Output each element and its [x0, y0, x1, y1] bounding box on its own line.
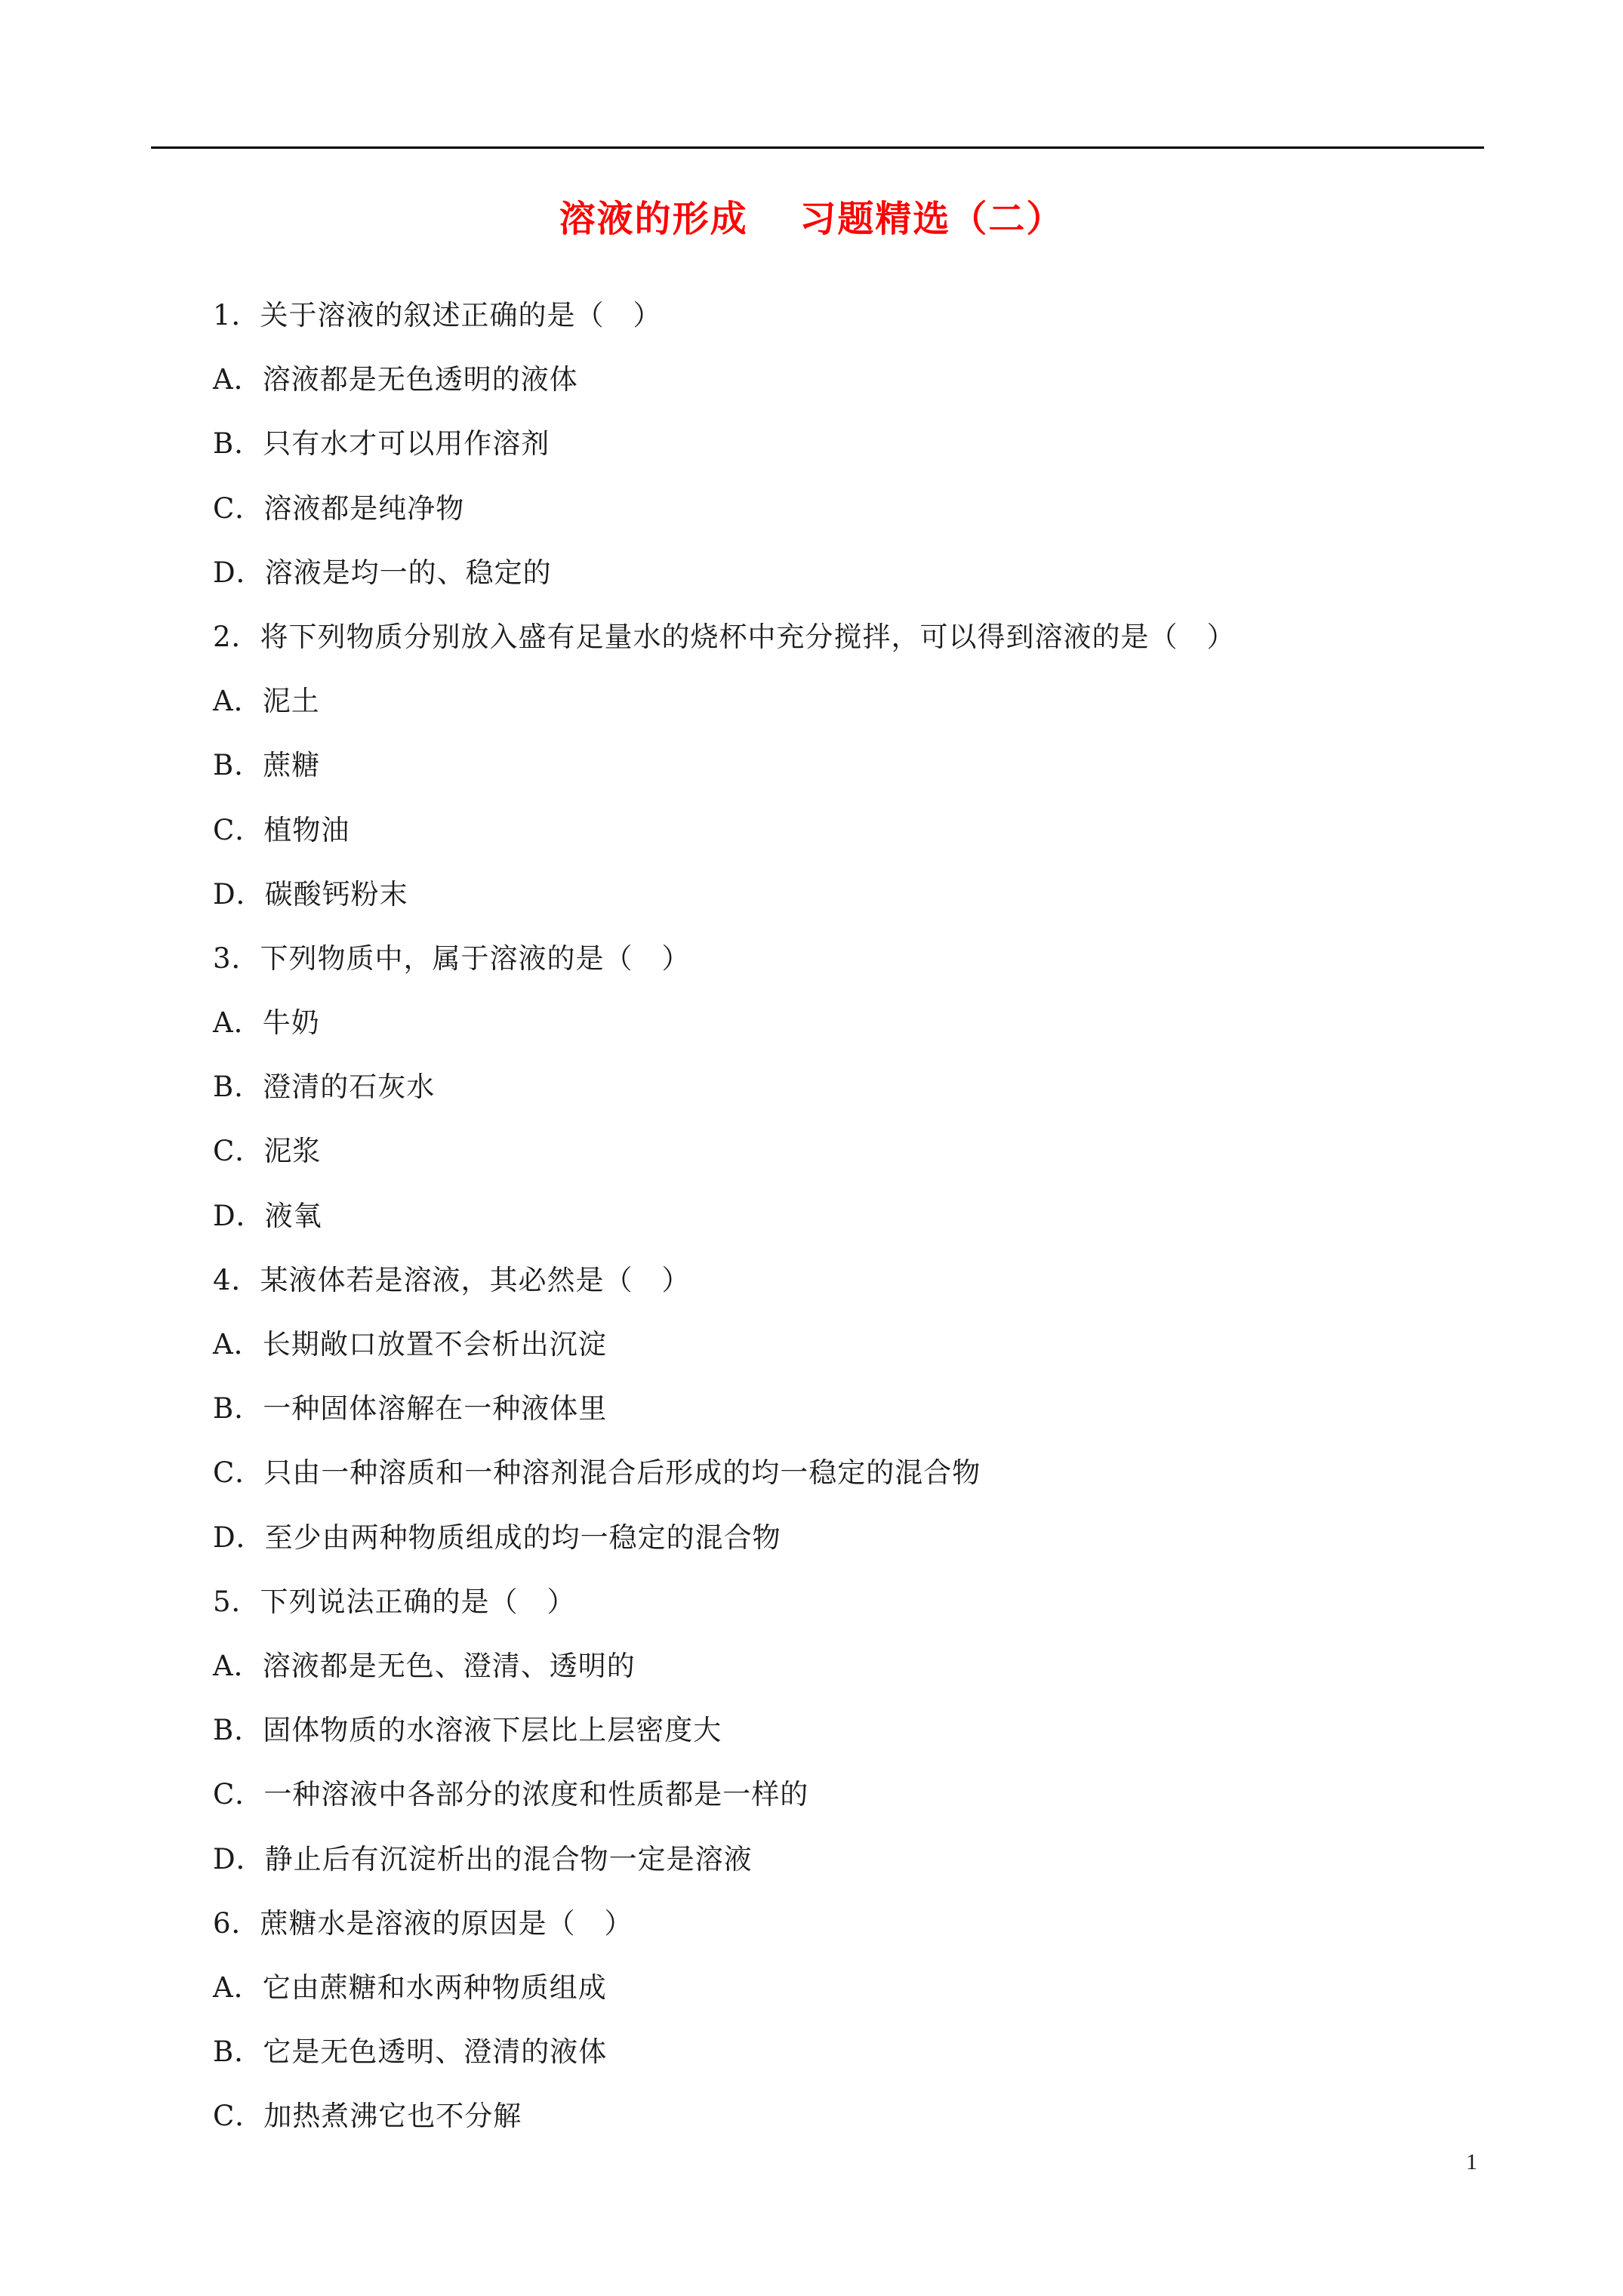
option-text: 加热煮沸它也不分解 — [263, 2100, 522, 2133]
option-letter: A． — [213, 685, 263, 718]
question-3-stem — [213, 936, 1496, 1000]
question-2-option-d — [213, 872, 1496, 936]
option-letter: A． — [213, 1971, 263, 2004]
option-text: 植物油 — [263, 813, 350, 846]
option-letter: B． — [213, 1714, 263, 1747]
option-letter: A． — [213, 1649, 263, 1682]
header-rule — [151, 146, 1484, 149]
question-1-option-d — [213, 550, 1496, 615]
question-4-option-b — [213, 1386, 1496, 1450]
option-text: 蔗糖 — [263, 749, 321, 782]
option-letter: D． — [213, 1199, 265, 1232]
option-letter: C． — [213, 1135, 264, 1168]
question-3-option-c — [213, 1129, 1496, 1193]
option-text: 固体物质的水溶液下层比上层密度大 — [263, 1714, 722, 1747]
question-text: 下列物质中，属于溶液的是（ ） — [260, 942, 691, 975]
option-text: 溶液是均一的、稳定的 — [264, 556, 552, 589]
option-text: 澄清的石灰水 — [263, 1071, 436, 1104]
option-letter: D． — [213, 1521, 265, 1554]
option-letter: A． — [213, 1328, 263, 1361]
option-letter: A． — [213, 363, 263, 396]
option-letter: C． — [213, 1778, 264, 1811]
option-text: 它是无色透明、澄清的液体 — [263, 2036, 608, 2069]
option-letter: B． — [213, 1071, 263, 1104]
option-letter: D． — [213, 556, 265, 589]
option-text: 泥土 — [262, 685, 320, 718]
option-text: 长期敞口放置不会析出沉淀 — [262, 1328, 607, 1361]
option-letter: C． — [213, 1456, 264, 1490]
option-letter: C． — [213, 813, 264, 846]
question-text: 下列说法正确的是（ ） — [260, 1585, 576, 1618]
option-text: 泥浆 — [263, 1135, 322, 1168]
question-1-option-b — [213, 421, 1496, 485]
option-letter: C． — [213, 492, 264, 525]
question-1-stem — [213, 293, 1496, 357]
question-2-stem — [213, 615, 1496, 679]
question-number: 2． — [213, 620, 260, 653]
question-4-stem — [213, 1258, 1496, 1322]
question-6-option-c — [213, 2094, 1496, 2158]
option-text: 一种溶液中各部分的浓度和性质都是一样的 — [263, 1778, 809, 1811]
option-letter: A． — [213, 1006, 263, 1040]
question-text: 蔗糖水是溶液的原因是（ ） — [260, 1906, 633, 1940]
question-text: 关于溶液的叙述正确的是（ ） — [260, 299, 662, 331]
question-1-option-a — [213, 357, 1496, 421]
option-text: 静止后有沉淀析出的混合物一定是溶液 — [264, 1842, 753, 1875]
option-letter: B． — [213, 1392, 263, 1425]
option-text: 碳酸钙粉末 — [264, 877, 408, 911]
option-text: 液氧 — [264, 1199, 322, 1232]
question-4-option-a — [213, 1322, 1496, 1386]
option-letter: B． — [213, 2036, 263, 2069]
question-5-option-d — [213, 1837, 1496, 1901]
option-text: 至少由两种物质组成的均一稳定的混合物 — [264, 1521, 781, 1554]
option-text: 它由蔗糖和水两种物质组成 — [262, 1971, 607, 2004]
question-4-option-c — [213, 1450, 1496, 1515]
question-5-option-b — [213, 1708, 1496, 1772]
option-text: 只由一种溶质和一种溶剂混合后形成的均一稳定的混合物 — [263, 1456, 981, 1490]
question-1-option-c — [213, 486, 1496, 550]
option-text: 溶液都是无色、澄清、透明的 — [262, 1649, 636, 1682]
question-5-option-a — [213, 1644, 1496, 1708]
question-number: 1． — [213, 299, 260, 331]
option-text: 溶液都是无色透明的液体 — [262, 363, 578, 396]
option-text: 溶液都是纯净物 — [263, 492, 465, 525]
question-3-option-d — [213, 1194, 1496, 1258]
option-text: 只有水才可以用作溶剂 — [263, 427, 550, 461]
question-6-option-b — [213, 2029, 1496, 2094]
question-number: 4． — [213, 1263, 260, 1296]
option-text: 一种固体溶解在一种液体里 — [263, 1392, 608, 1425]
question-3-option-a — [213, 1000, 1496, 1065]
option-text: 牛奶 — [262, 1006, 320, 1040]
question-6-option-a — [213, 1965, 1496, 2029]
question-number: 3． — [213, 942, 260, 975]
page-number: 1 — [1466, 2150, 1477, 2174]
question-text: 将下列物质分别放入盛有足量水的烧杯中充分搅拌，可以得到溶液的是（ ） — [260, 620, 1236, 653]
option-letter: D． — [213, 1842, 265, 1875]
question-6-stem — [213, 1901, 1496, 1965]
question-number: 5． — [213, 1585, 260, 1618]
question-4-option-d — [213, 1515, 1496, 1579]
question-2-option-b — [213, 743, 1496, 807]
document-title: 溶液的形成 习题精选（二） — [559, 198, 1064, 240]
question-text: 某液体若是溶液，其必然是（ ） — [260, 1263, 691, 1296]
question-2-option-c — [213, 808, 1496, 872]
question-3-option-b — [213, 1065, 1496, 1129]
option-letter: B． — [213, 749, 263, 782]
question-number: 6． — [213, 1906, 260, 1940]
question-5-option-c — [213, 1772, 1496, 1836]
question-2-option-a — [213, 679, 1496, 743]
option-letter: B． — [213, 427, 263, 461]
question-5-stem — [213, 1579, 1496, 1644]
question-list — [213, 293, 1496, 2158]
option-letter: C． — [213, 2100, 264, 2133]
option-letter: D． — [213, 877, 265, 911]
